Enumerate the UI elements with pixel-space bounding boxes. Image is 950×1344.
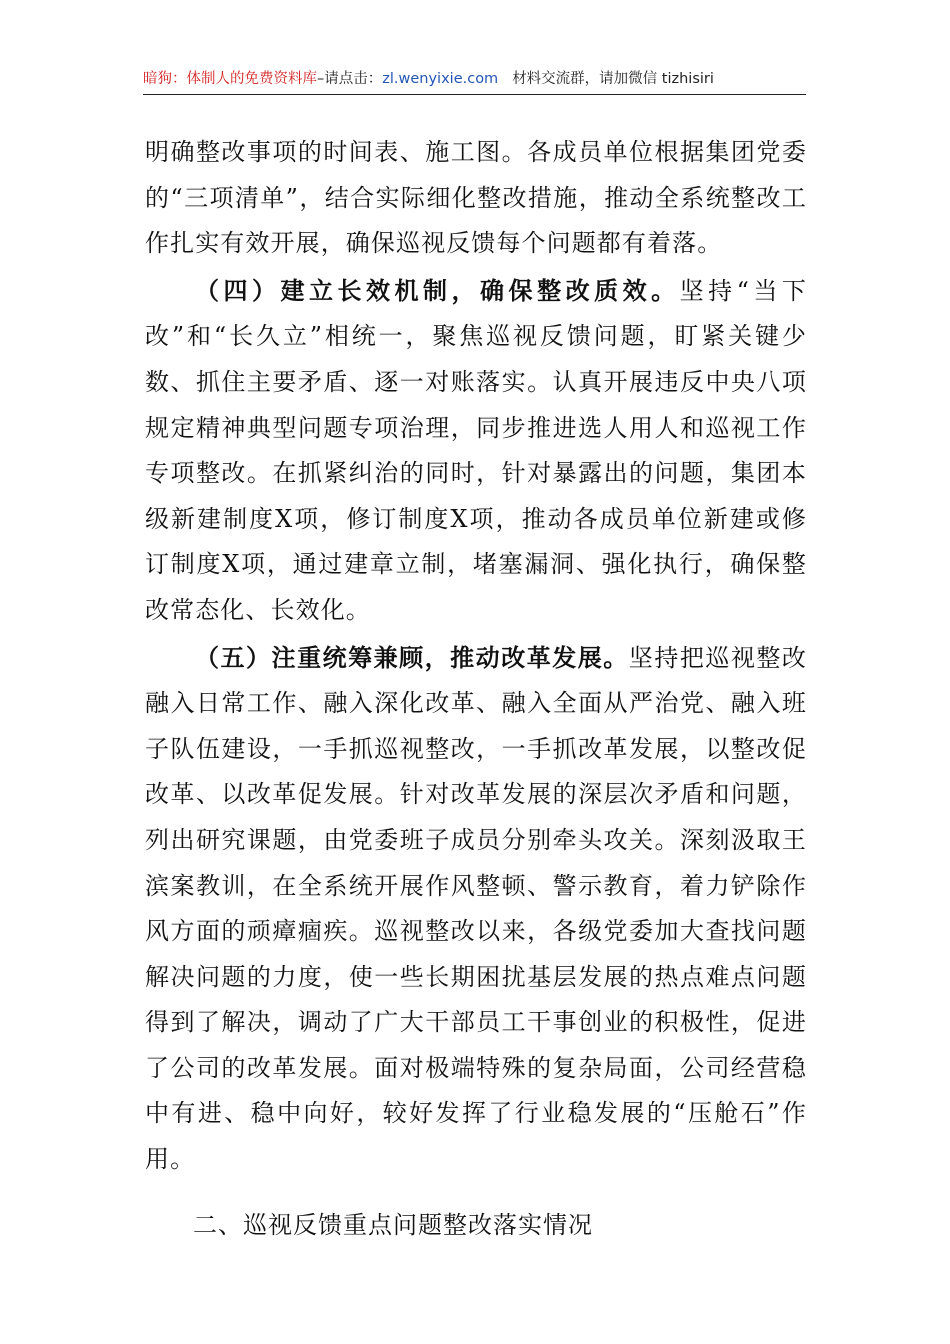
header-url-link[interactable]: zl.wenyixie.com	[382, 71, 499, 87]
paragraph-text: 明确整改事项的时间表、施工图。各成员单位根据集团党委的“三项清单”，结合实际细化整改措施，推动全系统整改工作扎实有效开展，确保巡视反馈每个问题都有着落。	[145, 138, 807, 258]
paragraph-text: 坚持把巡视整改融入日常工作、融入深化改革、融入全面从严治党、融入班子队伍建设，一手抓巡视整改，一手抓改革发展，以整改促改革、以改革促发展。针对改革发展的深层次矛盾和问题，列出研究课题，由党委班子成员分别牵头攻关。深刻汲取王滨案教训，在全系统开展作风整顿、警示教育，着力铲除作风方面的顽瘴痼疾。巡视整改以来，各级党委加大查找问题解决问题的力度，使一些长期困扰基层发展的热点难点问题得到了解决，调动了广大干部员工干事创业的积极性，促进了公司的改革发展。面对极端特殊的复杂局面，公司经营稳中有进、稳中向好，较好发挥了行业稳发展的“压舱石”作用。	[145, 643, 807, 1174]
header-contact: 材料交流群，请加微信 tizhisiri	[512, 71, 714, 87]
paragraph-long-term-mechanism	[145, 268, 807, 634]
document-body	[145, 130, 807, 1245]
paragraph-continuation	[145, 130, 807, 267]
section-heading: 二、巡视反馈重点问题整改落实情况	[193, 1210, 593, 1239]
header-brand: 暗狗：体制人的免费资料库	[143, 71, 317, 87]
paragraph-text: 坚持“当下改”和“长久立”相统一，聚焦巡视反馈问题，盯紧关键少数、抓住主要矛盾、逐一对账落实。认真开展违反中央八项规定精神典型问题专项治理，同步推进选人用人和巡视工作专项整改。在抓紧纠治的同时，针对暴露出的问题，集团本级新建制度X项，修订制度X项，推动各成员单位新建或修订制度X项，通过建章立制，堵塞漏洞、强化执行，确保整改常态化、长效化。	[145, 276, 807, 624]
paragraph-lead: （四）建立长效机制，确保整改质效。	[195, 275, 680, 305]
page-header	[143, 68, 806, 95]
header-prompt: –请点击：	[317, 71, 383, 87]
paragraph-lead: （五）注重统筹兼顾，推动改革发展。	[195, 642, 629, 672]
paragraph-reform-development	[145, 635, 807, 1183]
